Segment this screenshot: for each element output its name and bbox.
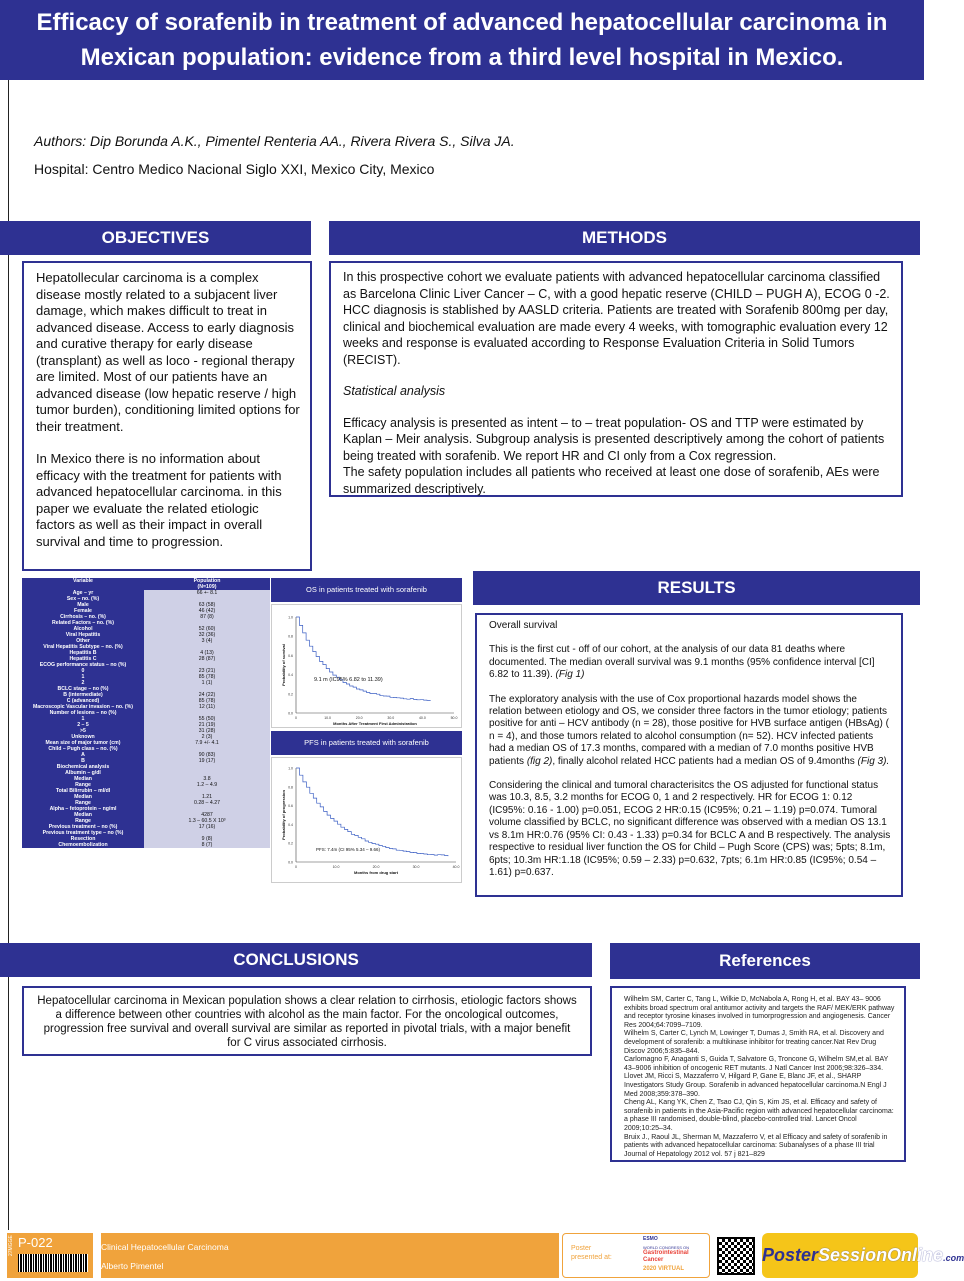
x-axis-label: Months from drug start — [354, 870, 398, 875]
x-axis-label: Months After Treatment First Administration — [333, 721, 417, 726]
table-value-cell: 7.9 +/- 4.1 — [144, 740, 270, 746]
table-variable-cell: Child – Pugh class – no. (%) A B — [22, 746, 144, 764]
congress-line-1: WORLD CONGRESS ON — [643, 1245, 690, 1250]
y-tick-label: 1.0 — [288, 766, 293, 771]
y-tick-label: 0.0 — [288, 860, 293, 865]
table-variable-cell: Related Factors – no. (%) Alcohol Viral Hepatitis Other — [22, 620, 144, 644]
table-value-cell: 55 (50) 21 (19) 31 (28) 2 (3) — [144, 710, 270, 740]
brand-c: .com — [943, 1253, 964, 1263]
references-header: References — [610, 943, 920, 979]
y-tick-label: 0.2 — [288, 841, 293, 846]
presenter-name: Alberto Pimentel — [101, 1261, 164, 1271]
y-tick-label: 0.2 — [288, 692, 293, 697]
congress-line-2: Gastrointestinal — [643, 1250, 689, 1256]
table-variable-cell: Age – yr — [22, 590, 144, 596]
table-variable-cell: Sex – no. (%) Male Female — [22, 596, 144, 614]
table-value-cell: Population (N=109) — [144, 578, 270, 590]
table-variable-cell: Previous treatment type – no (%) Resection Chemoembolization — [22, 830, 144, 848]
x-tick-label: 10.0 — [324, 716, 332, 720]
results-paragraph-2: The exploratory analysis with the use of Cox proportional hazards model shows the relation between etiology and OS, we consider three factors in the tumor etiology; patients positive for anti – HCV antibody (n = 28), those positive for HVB surface antigen (HBsAg) ( n = 4), and those tumors related to alcohol consumption (n= 52). HCV infected patients had a median OS of 17.3 months, compared with a median of 7.0 months positive HVB patients — [489, 693, 889, 767]
x-tick-label: 40.0 — [418, 716, 426, 720]
table-row — [22, 710, 270, 740]
congress-block — [562, 1233, 710, 1278]
x-tick-label: 10.0 — [332, 865, 340, 869]
table-variable-cell: Mean size of major tumor (cm) — [22, 740, 144, 746]
table-value-cell: 66 +- 8.1 — [144, 590, 270, 596]
table-row — [22, 596, 270, 614]
title-line-1: Efficacy of sorafenib in treatment of advanced hepatocellular carcinoma in — [36, 9, 888, 36]
table-value-cell: 23 (21) 85 (78) 1 (1) — [144, 662, 270, 686]
track-divider — [99, 1233, 101, 1278]
y-axis-label: Probability of progression — [281, 790, 286, 840]
results-overall-survival: Overall survival — [489, 620, 558, 631]
y-tick-label: 0.8 — [288, 785, 293, 790]
congress-year: 2020 VIRTUAL — [643, 1266, 685, 1272]
x-tick-label: 20.0 — [355, 716, 363, 720]
barcode — [18, 1254, 88, 1272]
pfs-km-chart — [272, 758, 461, 882]
reference-item: Cheng AL, Kang YK, Chen Z, Tsao CJ, Qin S, Kim JS, et al. Efficacy and safety of sorafenib in patients in the Asia-Pacific region with advanced hepatocellular carcinoma: a phase III randomised, double-blind, placebo-controlled trial. Lancet Oncol 2009;10:25–34. — [624, 1099, 894, 1132]
table-value-cell: 87 (8) — [144, 614, 270, 620]
table-variable-cell: ECOG performance status – no (%) 0 1 2 — [22, 662, 144, 686]
os-median-annotation: 9.1 m (IC95% 6.82 to 11.39) — [314, 677, 383, 683]
results-paragraph-2b: , finally alcohol related HCC patients had a median OS of 9.4months — [552, 755, 855, 767]
methods-paragraph-3: The safety population includes all patients who received at least one dose of sorafenib, AEs were summarized descriptively. — [343, 465, 880, 496]
presented-at: Poster presented at: — [571, 1245, 612, 1261]
y-tick-label: 1.0 — [288, 615, 293, 620]
x-tick-label: 0 — [295, 716, 297, 720]
methods-box — [329, 261, 903, 497]
methods-paragraph-2: Efficacy analysis is presented as intent – to – treat population- OS and TTP were estimated by Kaplan – Meir analysis. Subgroup analysis is presented descriptively among the cohort of patients being treated with sorafenib. We report HR and CI only from a Cox regression. — [343, 415, 885, 463]
table-variable-cell: Viral Hepatitis Subtype – no. (%) Hepatitis B Hepatitis C — [22, 644, 144, 662]
title-line-2: Mexican population: evidence from a third level hospital in Mexico. — [80, 44, 844, 71]
pfs-figure-caption: PFS in patients treated with sorafenib — [271, 731, 462, 755]
brand-b: SessionOnline — [818, 1245, 944, 1265]
table-row — [22, 578, 270, 590]
table-variable-cell: Number of lesions – no (%) 1 2 – 5 >5 Unknown — [22, 710, 144, 740]
table-variable-cell: Previous treatment – no (%) — [22, 824, 144, 830]
table-row — [22, 620, 270, 644]
y-tick-label: 0.4 — [288, 673, 293, 678]
table-variable-cell: Variable — [22, 578, 144, 590]
table-variable-cell: Cirrhosis – no. (%) — [22, 614, 144, 620]
population-table — [22, 578, 270, 848]
table-variable-cell: BCLC stage – no (%) B (intermediate) C (advanced) — [22, 686, 144, 704]
postersessiononline-logo[interactable] — [762, 1233, 964, 1278]
table-row — [22, 746, 270, 764]
km-curve — [296, 768, 448, 856]
x-tick-label: 20.0 — [372, 865, 380, 869]
results-header: RESULTS — [473, 571, 920, 605]
results-fig1-ref: (Fig 1) — [555, 669, 585, 681]
table-value-cell: 9 (8) 8 (7) — [144, 830, 270, 848]
y-tick-label: 0.6 — [288, 653, 293, 658]
x-tick-label: 50.0 — [450, 716, 458, 720]
methods-subheading: Statistical analysis — [343, 384, 446, 398]
poster-id: P-022 — [18, 1235, 53, 1250]
poster-id-block — [7, 1233, 93, 1278]
x-tick-label: 40.0 — [452, 865, 460, 869]
table-row — [22, 644, 270, 662]
y-tick-label: 0.6 — [288, 804, 293, 809]
results-fig3-ref: (Fig 3). — [857, 755, 890, 767]
congress-small: ESMO — [643, 1236, 658, 1242]
table-value-cell: 4 (13) 28 (87) — [144, 644, 270, 662]
table-value-cell: 24 (22) 85 (78) — [144, 686, 270, 704]
y-tick-label: 0.4 — [288, 822, 293, 827]
table-value-cell: 90 (83) 19 (17) — [144, 746, 270, 764]
results-paragraph-1: This is the first cut - off of our cohort, at the analysis of our data 81 deaths where documented. The median overall survival was 9.1 months (95% confidence interval [CI] 6.82 to 11.39). — [489, 644, 875, 681]
references-list — [612, 988, 904, 1159]
authors: Authors: Dip Borunda A.K., Pimentel Renteria AA., Rivera Rivera S., Silva JA. — [34, 133, 515, 149]
objectives-paragraph-2: In Mexico there is no information about efficacy with the treatment for patients with advanced hepatocellular carcinoma. in this paper we evaluate the related etiologic factors as well as their impact in overall survival and time to progression. — [36, 451, 282, 549]
brand-a: Poster — [762, 1245, 819, 1265]
y-tick-label: 0.0 — [288, 711, 293, 716]
table-value-cell: 12 (11) — [144, 704, 270, 710]
table-row — [22, 830, 270, 848]
congress-line-3: Cancer — [643, 1257, 664, 1263]
poster-title — [0, 0, 924, 80]
methods-paragraph-1: In this prospective cohort we evaluate patients with advanced hepatocellular carcinoma classified as Barcelona Clinic Liver Cancer – C, with a good hepatic reserve (CHILD – PUGH A), ECOG 0 -2. HCC diagnosis is stablished by AASLD criteria. Patients are treated with Sorafenib 800mg per day, clinical and biochemical evaluation are made every 4 weeks, with tomographic evaluation every 12 weeks and response is evaluated according to Response Evaluation Criteria in Solid Tumors (RECIST). — [343, 270, 890, 367]
reference-item: Llovet JM, Ricci S, Mazzaferro V, Hilgard P, Gane E, Blanc JF, et al., SHARP Investigators Study Group. Sorafenib in advanced hepatocellular carcinoma.N Engl J Med 2008;359:378–390. — [624, 1073, 887, 1098]
x-tick-label: 30.0 — [412, 865, 420, 869]
os-km-chart — [272, 605, 461, 727]
objectives-paragraph-1: Hepatollecular carcinoma is a complex disease mostly related to a subjacent liver damage, which makes difficult to treat in advanced disease. Access to early diagnosis and curative therapy for early disease (transplant) as well as loco - regional therapy are limited. Most of our patients have an advanced disease (low hepatic reserve / high tumor burden), conditioning limited options for their treatment. — [36, 270, 300, 434]
table-row — [22, 662, 270, 686]
qr-code[interactable] — [717, 1237, 755, 1275]
pfs-median-annotation: PFS: 7.4m (CI 95% 5.34 – 9.66) — [316, 847, 381, 852]
table-row — [22, 764, 270, 824]
reference-item: Wilhelm S, Carter C, Lynch M, Lowinger T, Dumas J, Smith RA, et al. Discovery and development of sorafenib: a multikinase inhibitor for treating cancer.Nat Rev Drug Discov 2006;5:835–844. — [624, 1030, 884, 1055]
conclusions-box — [22, 986, 592, 1056]
objectives-box — [22, 261, 312, 571]
os-figure-caption: OS in patients treated with sorafenib — [271, 578, 462, 602]
results-box — [475, 613, 903, 897]
hospital: Hospital: Centro Medico Nacional Siglo XXI, Mexico City, Mexico — [34, 161, 435, 177]
x-tick-label: 0 — [295, 865, 297, 869]
table-value-cell: 3.8 1.2 – 4.9 1.21 0.28 – 4.27 4287 1.3 – 60.5 X 10³ — [144, 764, 270, 824]
table-value-cell: 17 (16) — [144, 824, 270, 830]
track-name: Clinical Hepatocellular Carcinoma — [101, 1242, 229, 1252]
results-fig2-ref: (fig 2) — [526, 755, 553, 767]
table-variable-cell: Macroscopic Vascular invasion – no. (%) — [22, 704, 144, 710]
poster-code: 27MGGE — [8, 1235, 14, 1256]
reference-item: Wilhelm SM, Carter C, Tang L, Wilkie D, McNabola A, Rong H, et al. BAY 43– 9006 exhibits broad spectrum oral antitumor activity and targets the RAF/ MEK/ERK pathway and receptor tyrosine kinases involved in tumorprogression and angiogenesis. Cancer Res 2004;64:7099–7109. — [624, 996, 895, 1029]
methods-header: METHODS — [329, 221, 920, 255]
y-tick-label: 0.8 — [288, 634, 293, 639]
table-row — [22, 686, 270, 704]
y-axis-label: Probability of survival — [281, 644, 286, 686]
table-variable-cell: Biochemical analysis Albumin – g/dl Median Range Total Bilirrubin – ml/dl Median Range Alpha – fetoprotein – ng/ml Median Range — [22, 764, 144, 824]
table-value-cell: 52 (60) 32 (36) 3 (4) — [144, 620, 270, 644]
objectives-header: OBJECTIVES — [0, 221, 311, 255]
conclusions-text: Hepatocellular carcinoma in Mexican population shows a clear relation to cirrhosis, etiologic factors shows a difference between other countries with alcohol as the main factor. For the oncological outcomes, progression free survival and overall survival are similar as reported in pivotal trials, with a major benefit for C virus associated cirrhosis. — [37, 995, 577, 1049]
km-curve — [296, 617, 430, 700]
conclusions-header: CONCLUSIONS — [0, 943, 592, 977]
os-figure — [271, 604, 462, 728]
track-block — [99, 1233, 559, 1278]
references-box — [610, 986, 906, 1162]
pfs-figure — [271, 757, 462, 883]
table-value-cell: 63 (58) 46 (42) — [144, 596, 270, 614]
reference-item: Carlomagno F, Anaganti S, Guida T, Salvatore G, Troncone G, Wilhelm SM,et al. BAY 43–9006 inhibition of oncogenic RET mutants. J Natl Cancer Inst 2006;98:326–334. — [624, 1056, 889, 1072]
results-paragraph-3: Considering the clinical and tumoral characterisitcs the OS adjusted for functional status was 10.3, 8.5, 3.2 months for ECOG 0, 1 and 2 respectively. HR for ECOG 1: 0.12 (IC95%: 0.16 - 1.00) p=0.051, ECOG 2 HR:0.15 (IC95%; 0.21 – 1.19) p=0.074. Tumoral volume classified by BCLC, no significant difference was observed with a median OS 13.1 vs 8.1m HR:0.76 (95% CI: 0.43 - 1.33) p=0.34 for BCLC A and B respectively. The analysis respective to residual liver function the OS for Child – Pugh Score (CPS) was; 5pts; 8.1m, 6pts; 10.3m HR:1.18 (IC95%; 0.59 – 2.33) p=0.632, 7pts; 6.1m HR:0.85 (IC95%; 0.54 – 1.61) p=0.637. — [489, 780, 891, 878]
x-tick-label: 30.0 — [387, 716, 395, 720]
reference-item: Bruix J., Raoul JL, Sherman M, Mazzaferro V, et al Efficacy and safety of sorafenib in patients with advanced hepatocellular carcinoma: Subanalyses of a phase III trial Journal of Hepatology 2012 vol. 57 j 821–829 — [624, 1133, 888, 1158]
